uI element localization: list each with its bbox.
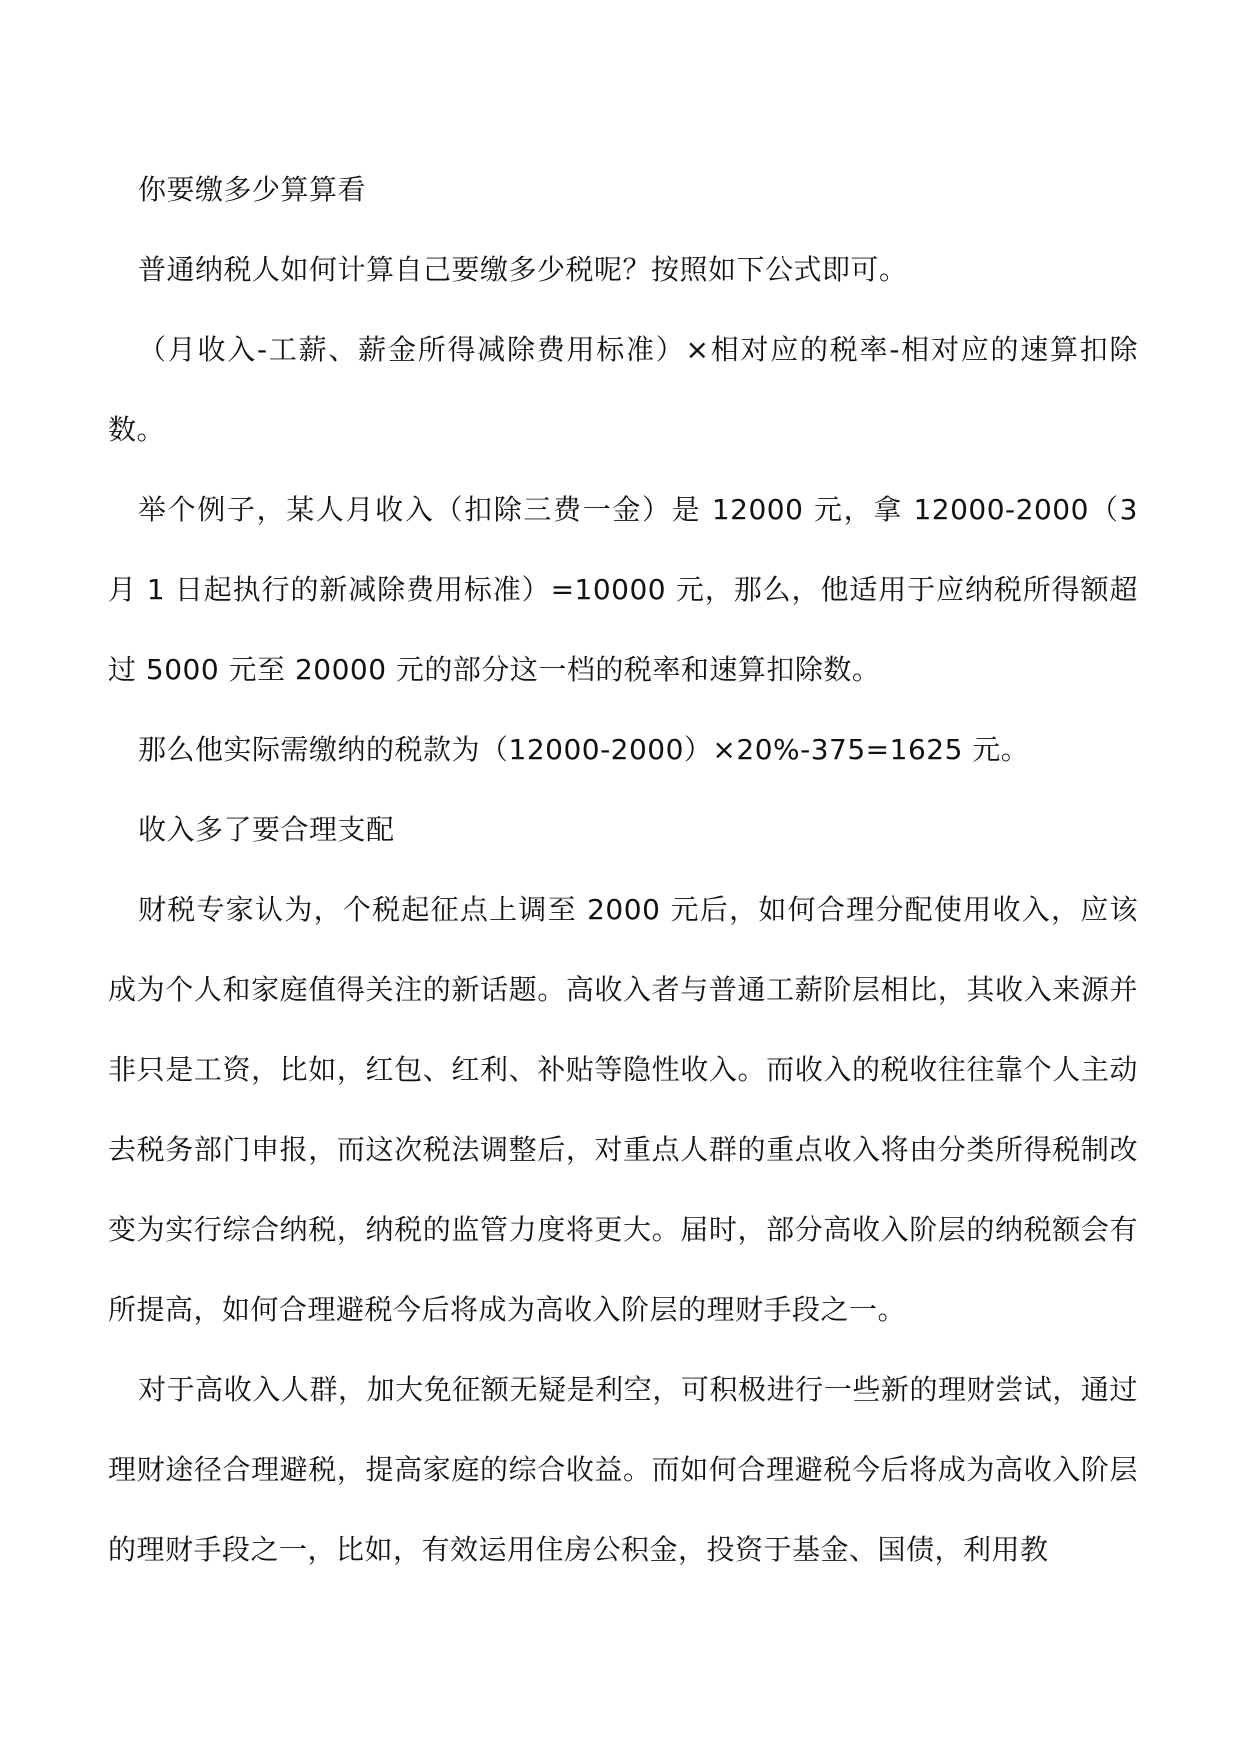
paragraph-formula-intro: 普通纳税人如何计算自己要缴多少税呢？按照如下公式即可。 <box>138 253 908 286</box>
paragraph-example: 举个例子，某人月收入（扣除三费一金）是 12000 元，拿 12000-2000（3 月 1 日起执行的新减除费用标准）=10000 元，那么，他适用于应纳税所得额超过 5000 元至 20000 元的部分这一档的税率和速算扣除数。 <box>108 493 1138 686</box>
paragraph-formula: （月收入-工薪、薪金所得减除费用标准）×相对应的税率-相对应的速算扣除数。 <box>108 333 1138 446</box>
paragraph-high-income-advice: 对于高收入人群，加大免征额无疑是利空，可积极进行一些新的理财尝试，通过理财途径合理避税，提高家庭的综合收益。而如何合理避税今后将成为高收入阶层的理财手段之一，比如，有效运用住房公积金，投资于基金、国债，利用教 <box>108 1373 1138 1566</box>
document-body <box>108 150 1138 1590</box>
paragraph-expert-opinion: 财税专家认为，个税起征点上调至 2000 元后，如何合理分配使用收入，应该成为个人和家庭值得关注的新话题。高收入者与普通工薪阶层相比，其收入来源并非只是工资，比如，红包、红利、补贴等隐性收入。而收入的税收往往靠个人主动去税务部门申报，而这次税法调整后，对重点人群的重点收入将由分类所得税制改变为实行综合纳税，纳税的监管力度将更大。届时，部分高收入阶层的纳税额会有所提高，如何合理避税今后将成为高收入阶层的理财手段之一。 <box>108 893 1138 1326</box>
section-heading-income-allocation: 收入多了要合理支配 <box>138 813 395 846</box>
section-heading-tax-calculation: 你要缴多少算算看 <box>138 173 367 206</box>
paragraph-example-result: 那么他实际需缴纳的税款为（12000-2000）×20%-375=1625 元。 <box>138 733 1030 766</box>
